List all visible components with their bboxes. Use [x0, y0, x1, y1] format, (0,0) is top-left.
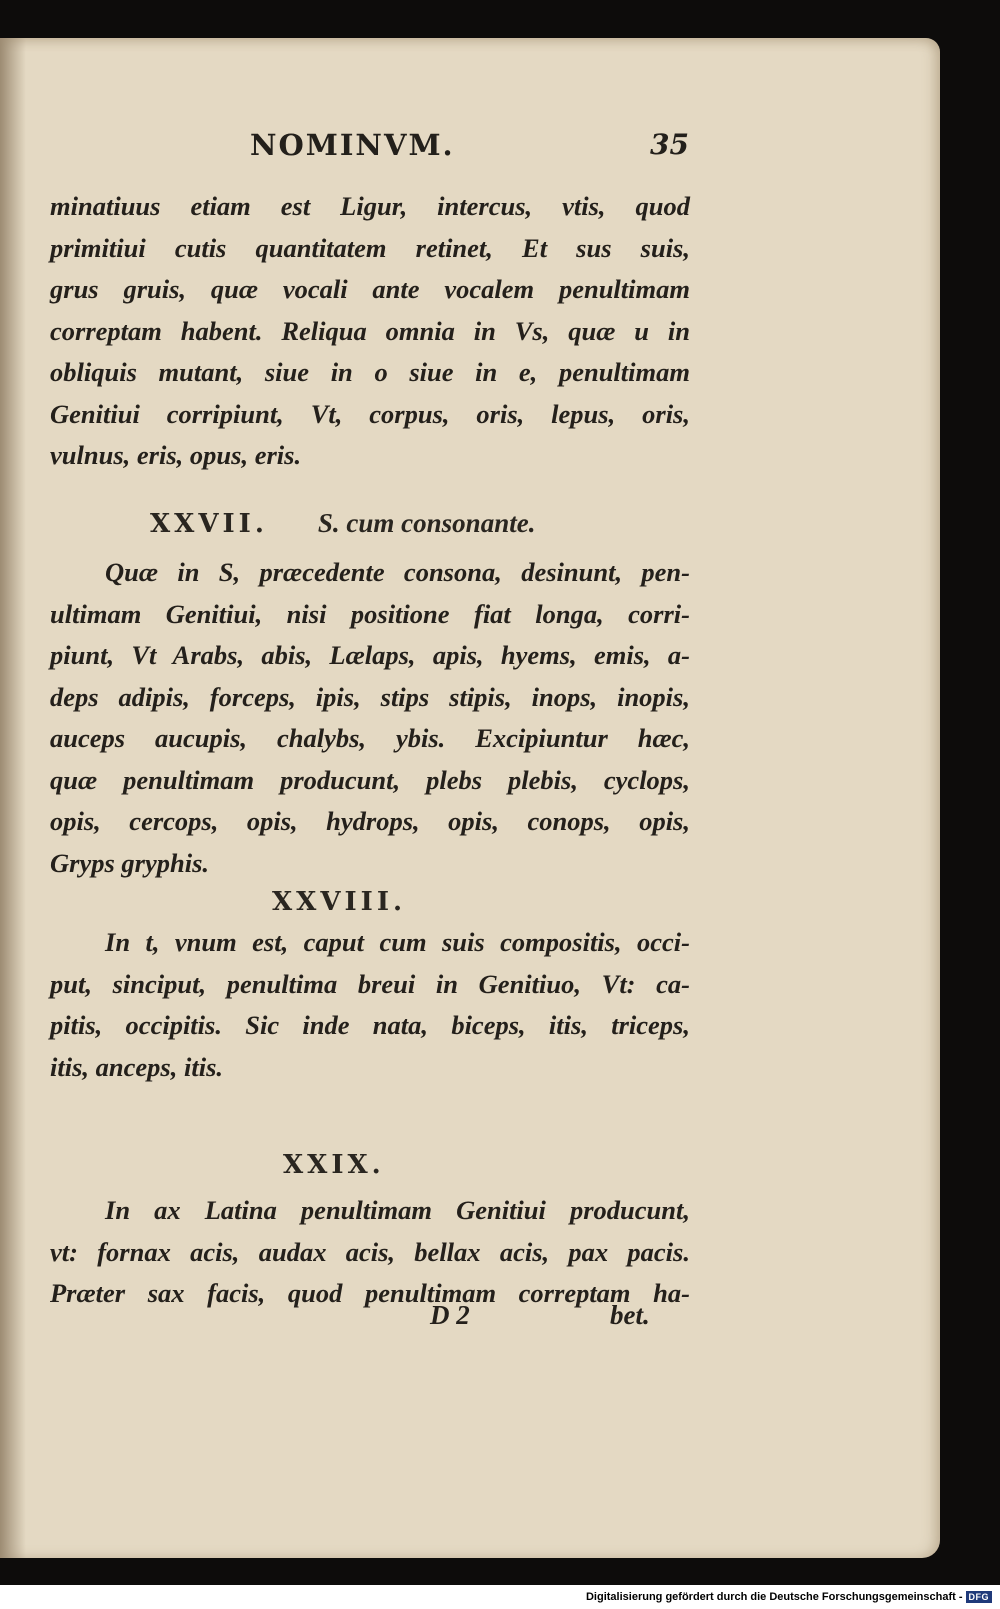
text-line: itis, anceps, itis. [50, 1051, 224, 1082]
page-number: 35 [650, 128, 689, 161]
text-line: Genitiui corripiunt, Vt, corpus, oris, lepus, oris, [50, 398, 690, 429]
digitization-credit [586, 1591, 992, 1603]
section-heading-28 [0, 887, 940, 917]
section-heading-29 [0, 1150, 940, 1180]
signature-mark: D 2 [430, 1300, 470, 1330]
section-numeral: XXVIII. [272, 887, 407, 917]
text-line: minatiuus etiam est Ligur, intercus, vtis, quod [50, 191, 690, 221]
text-line: correptam habent. Reliqua omnia in Vs, quæ u in [50, 315, 690, 346]
text-line: obliquis mutant, siue in o siue in e, penultimam [50, 357, 690, 387]
text-line: Præter sax facis, quod penultimam correptam ha- [50, 1278, 690, 1308]
dfg-logo-icon: DFG [966, 1591, 993, 1603]
running-head: NOMINVM. [250, 128, 455, 162]
paragraph-3 [50, 922, 690, 1088]
text-line: quæ penultimam producunt, plebs plebis, cyclops, [50, 764, 690, 795]
text-line: piunt, Vt Arabs, abis, Lælaps, apis, hyems, emis, a- [50, 640, 690, 670]
section-numeral: XXVII. [150, 509, 268, 539]
text-line: primitiui cutis quantitatem retinet, Et sus suis, [50, 232, 690, 263]
section-title: S. cum consonante. [317, 508, 536, 538]
catchword: bet. [610, 1300, 650, 1330]
text-line: opis, cercops, opis, hydrops, opis, conops, opis, [50, 806, 690, 836]
text-line: vt: fornax acis, audax acis, bellax acis, pax pacis. [50, 1236, 690, 1267]
text-line: put, sinciput, penultima breui in Genitiuo, Vt: ca- [50, 968, 690, 999]
text-line: In t, vnum est, caput cum suis compositis, occi- [105, 927, 690, 957]
credit-text: Digitalisierung gefördert durch die Deutsche Forschungsgemeinschaft - [585, 1591, 963, 1603]
section-numeral: XXIX. [283, 1150, 385, 1180]
text-line: pitis, occipitis. Sic inde nata, biceps, itis, triceps, [50, 1010, 690, 1040]
text-line: vulnus, eris, opus, eris. [50, 440, 302, 470]
paragraph-2 [50, 552, 690, 884]
page-gutter-shadow [0, 38, 26, 1558]
paragraph-1 [50, 186, 690, 477]
text-line: Quæ in S, præcedente consona, desinunt, pen- [105, 557, 690, 587]
text-line: auceps aucupis, chalybs, ybis. Excipiuntur hæc, [50, 723, 690, 753]
text-line: grus gruis, quæ vocali ante vocalem penultimam [50, 274, 690, 304]
paragraph-4 [50, 1190, 690, 1315]
text-line: ultimam Genitiui, nisi positione fiat longa, corri- [50, 598, 690, 629]
text-line: Gryps gryphis. [50, 847, 210, 878]
section-heading-27 [0, 508, 940, 539]
text-line: In ax Latina penultimam Genitiui producunt, [105, 1195, 690, 1225]
text-line: deps adipis, forceps, ipis, stips stipis, inops, inopis, [50, 681, 690, 712]
